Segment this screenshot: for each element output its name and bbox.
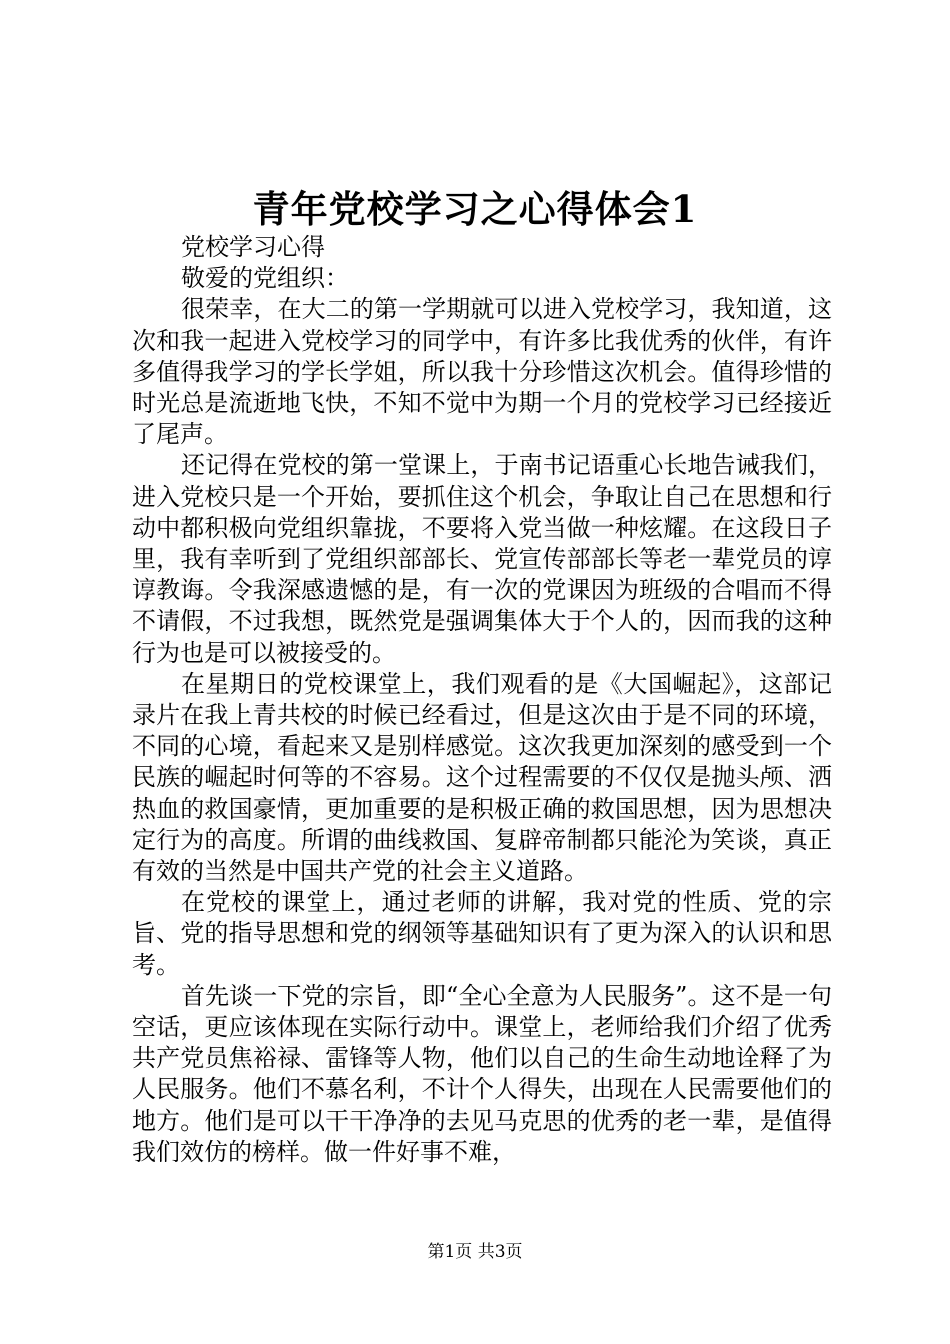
paragraph-heading: 党校学习心得	[181, 233, 325, 261]
paragraph: 在星期日的党校课堂上，我们观看的是《大国崛起》，这部记录片在我上青共校的时候已经看过，但是这次由于是不同的环境，不同的心境，看起来又是别样感觉。这次我更加深刻的感受到一个民族的崛起时何等的不容易。这个过程需要的不仅仅是抛头颅、洒热血的救国豪情，更加重要的是积极正确的救国思想，因为思想决定行为的高度。所谓的曲线救国、复辟帝制都只能沦为笑谈，真正有效的当然是中国共产党的社会主义道路。	[132, 669, 832, 886]
paragraph: 很荣幸，在大二的第一学期就可以进入党校学习，我知道，这次和我一起进入党校学习的同学中，有许多比我优秀的伙伴，有许多值得我学习的学长学姐，所以我十分珍惜这次机会。值得珍惜的时光总是流逝地飞快，不知不觉中为期一个月的党校学习已经接近了尾声。	[132, 295, 832, 449]
paragraph: 还记得在党校的第一堂课上，于南书记语重心长地告诫我们，进入党校只是一个开始，要抓住这个机会，争取让自己在思想和行动中都积极向党组织靠拢，不要将入党当做一种炫耀。在这段日子里，我有幸听到了党组织部部长、党宣传部部长等老一辈党员的谆谆教诲。令我深感遗憾的是，有一次的党课因为班级的合唱而不得不请假，不过我想，既然党是强调集体大于个人的，因而我的这种行为也是可以被接受的。	[132, 451, 832, 667]
paragraph: 在党校的课堂上，通过老师的讲解，我对党的性质、党的宗旨、党的指导思想和党的纲领等基础知识有了更为深入的认识和思考。	[132, 888, 832, 979]
page-indicator: 第1页 共3页	[427, 1242, 523, 1262]
document-title: 青年党校学习之心得体会1	[252, 187, 698, 231]
paragraph: 首先谈一下党的宗旨，即“全心全意为人民服务”。这不是一句空话，更应该体现在实际行动中。课堂上，老师给我们介绍了优秀共产党员焦裕禄、雷锋等人物，他们以自己的生命生动地诠释了为人民服务。他们不慕名利，不计个人得失，出现在人民需要他们的地方。他们是可以干干净净的去见马克思的优秀的老一辈，是值得我们效仿的榜样。做一件好事不难，	[132, 981, 832, 1166]
paragraph-salutation: 敬爱的党组织：	[181, 264, 349, 293]
document-body	[132, 232, 832, 1168]
